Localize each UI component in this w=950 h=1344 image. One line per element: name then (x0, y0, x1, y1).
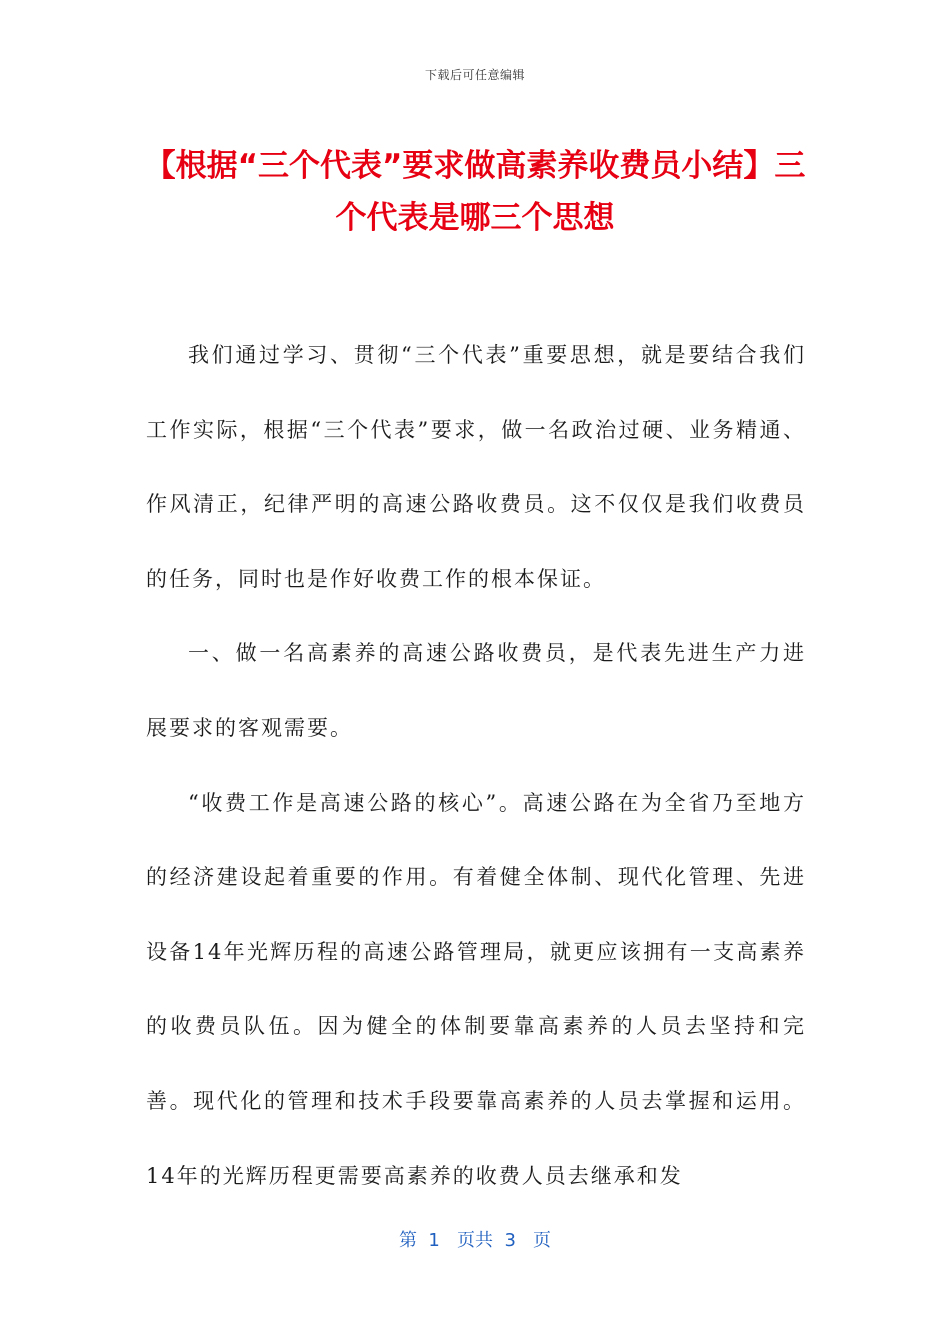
document-title: 【根据“三个代表”要求做高素养收费员小结】三个代表是哪三个思想 (144, 148, 806, 236)
paragraph: 一、做一名高素养的高速公路收费员，是代表先进生产力进展要求的客观需要。 (146, 641, 806, 740)
header-note: 下载后可任意编辑 (424, 68, 525, 82)
page-number-footer: 第 1 页共 3 页 (398, 1230, 552, 1251)
paragraph: “收费工作是高速公路的核心”。高速公路在为全省乃至地方的经济建设起着重要的作用。有着健全体制、现代化管理、先进设备14年光辉历程的高速公路管理局，就更应该拥有一支高素养的收费员队伍。因为健全的体制要靠高素养的人员去坚持和完善。现代化的管理和技术手段要靠高素养的人员去掌握和运用。14年的光辉历程更需要高素养的收费人员去继承和发 (146, 790, 806, 1188)
paragraph: 我们通过学习、贯彻“三个代表”重要思想，就是要结合我们工作实际，根据“三个代表”要求，做一名政治过硬、业务精通、作风清正，纪律严明的高速公路收费员。这不仅仅是我们收费员的任务，同时也是作好收费工作的根本保证。 (146, 343, 806, 591)
document-body (146, 318, 806, 1213)
